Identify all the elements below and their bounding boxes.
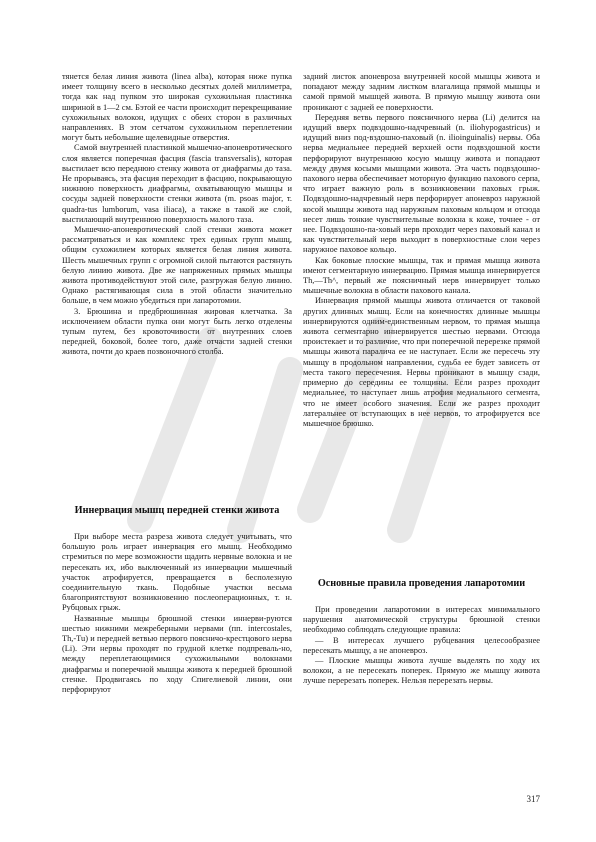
right-paragraph-1: задний листок апоневроза внутренней косой мышцы живота и попадают между задним листком влагалища прямой мышцы и самой прямой мышцей живота. В прямую мышцу живота они проникают с задней ее поверхности.: [303, 72, 540, 112]
left-paragraph-1: тянется белая линия живота (linea alba), которая ниже пупка имеет толщину всего в несколько десятых долей миллиметра, тогда как над пупком это широкая сухожильная пластинка шириной в 1—2 см. Бэтой ее части происходит перекрещивание сухожильных волокон, идущих с обеих сторон в различных направлениях. В этом сетчатом сухожильном переплетении могут быть небольшие щелевидные отверстия.: [62, 72, 292, 143]
page-number: 317: [526, 794, 540, 804]
right-paragraph-5: При проведении лапаротомии в интересах минимального нарушения анатомической структуры брюшной стенки необходимо соблюдать следующие правила:: [303, 605, 540, 635]
left-column-section-2: [62, 532, 292, 695]
right-paragraph-2: Передняя ветвь первого поясничного нерва (Li) делится на идущий вверх подвздошно-надчревный (n. iliohypogastricus) и идущий вниз под-вздошно-паховый (n. ilioinguinalis) нервы. Оба нерва медиальнее передней верхней ости подвздошной кости перфорируют внутреннюю косую мышцу живота и попадают между двумя косыми мышцами живота. Эта часть подвздошно-пахового нерва обеспечивает моторную функцию пахового серпа, что играет важную роль в возникновении паховых грыж. Подвздошно-надчревный нерв перфорирует апоневроз наружной косой мышцы живота над наружным паховым кольцом и отсюда несет лишь тонкие чувствительные волокна к коже, точнее - от нее. Подвздошно-па-ховый нерв проходит через паховый канал и как чувствительный нерв выходит в поверхностные слои через наружное паховое кольцо.: [303, 112, 540, 255]
left-paragraph-3: Мышечно-апоневротический слой стенки живота может рассматриваться и как комплекс трех единых групп мышц, общим сухожилием которых является белая линия живота. Шесть мышечных групп с огромной силой пытаются растянуть белую линию живота. Две же напряженных прямых мышцы живота противодействуют этой силе, разгружая белую линию. Однако растягивающая сила в этой области значительно больше, в чем можно убедиться при лапаротомии.: [62, 225, 292, 306]
section-heading-laparotomy-rules: Основные правила проведения лапаротомии: [317, 578, 526, 589]
right-paragraph-3: Как боковые плоские мышцы, так и прямая мышца живота имеют сегментарную иннервацию. Прямая мышца иннервируется Th,—Th^, первый же поясничный нерв иннервирует только мышечные волокна в области пахового канала.: [303, 255, 540, 296]
left-paragraph-5: При выборе места разреза живота следует учитывать, что большую роль играет иннервация его мышц. Необходимо стремиться по мере возможности щадить нервные волокна и не пересекать их, ибо выключенный из иннервации мышечный участок атрофируется, превращается в бесполезную соединительную ткань. Подобные участки весьма благоприятствуют возникновению послеоперационных, т. н. Рубцовых грыж.: [62, 532, 292, 613]
right-paragraph-7: — Плоские мышцы живота лучше выделять по ходу их волокон, а не пересекать поперек. Прямую же мышцу живота лучше перерезать поперек. Нельзя перерезать нервы.: [303, 656, 540, 686]
right-paragraph-4: Иннервация прямой мышцы живота отличается от таковой других длинных мышц. Если на конечностях длинные мышцы иннервируются одним-единственным нервом, то прямая мышца живота сегментарно иннервируется шестью нервами. Отсюда проистекает и то различие, что при поперечной перерезке прямой мышцы живота паралича ее не наступает. Если же пересечь эту мышцу в продольном направлении, судьба ее будет зависеть от места такого пересечения. Нервы проникают в мышцу сзади, примерно до середины ее толщины. Если разрез проходит медиальнее, то наступает лишь атрофия медиального сегмента, что не имеет особого значения. Если же разрез проходит латеральнее от вступающих в нее нервов, то атрофируется все мышечное брюшко.: [303, 296, 540, 428]
left-paragraph-4: 3. Брюшина и предбрюшинная жировая клетчатка. За исключением области пупка они могут быть легко отделены тупым путем, без кровоточивости от внутренних слоев передней, боковой, более того, даже отчасти задней стенки живота, почти до краев позвоночного столба.: [62, 306, 292, 357]
right-column: [303, 72, 540, 429]
left-paragraph-2: Самой внутренней пластинкой мышечно-апоневротического слоя является поперечная фасция (fascia transversalis), которая выстилает всю переднюю стенку живота от диафрагмы до таза. Не прорываясь, эта фасция переходит в фасцию, покрывающую нижнюю поверхность диафрагмы, охватывающую мышцы и сосуды задней поверхности стенки живота (m. psoas major, т. quadra-tus lumborum, vasa iliaca), а также в такой же слой, выстилающий внутреннюю поверхность малого таза.: [62, 143, 292, 224]
left-paragraph-6: Названные мышцы брюшной стенки иннерви-руются шестью нижними межреберными нервами (пп. intercostales, Th,-Tu) и передней ветвью первого поясничо-крестцового нерва (Li). Эти нервы проходят по грудной клетке подпреваль-но, между переплетающимися сухожильными волокнами диафрагмы и поперечной мышцы живота к передней брюшной стенке. Продвигаясь по ходу Спигелиевой линии, они перфорируют: [62, 613, 292, 695]
left-column: [62, 72, 292, 358]
section-heading-innervation: Иннервация мышц передней стенки живота: [74, 505, 280, 516]
right-paragraph-6: — В интересах лучшего рубцевания целесообразнее пересекать мышцу, а не апоневроз.: [303, 635, 540, 655]
right-column-section-2: [303, 605, 540, 687]
